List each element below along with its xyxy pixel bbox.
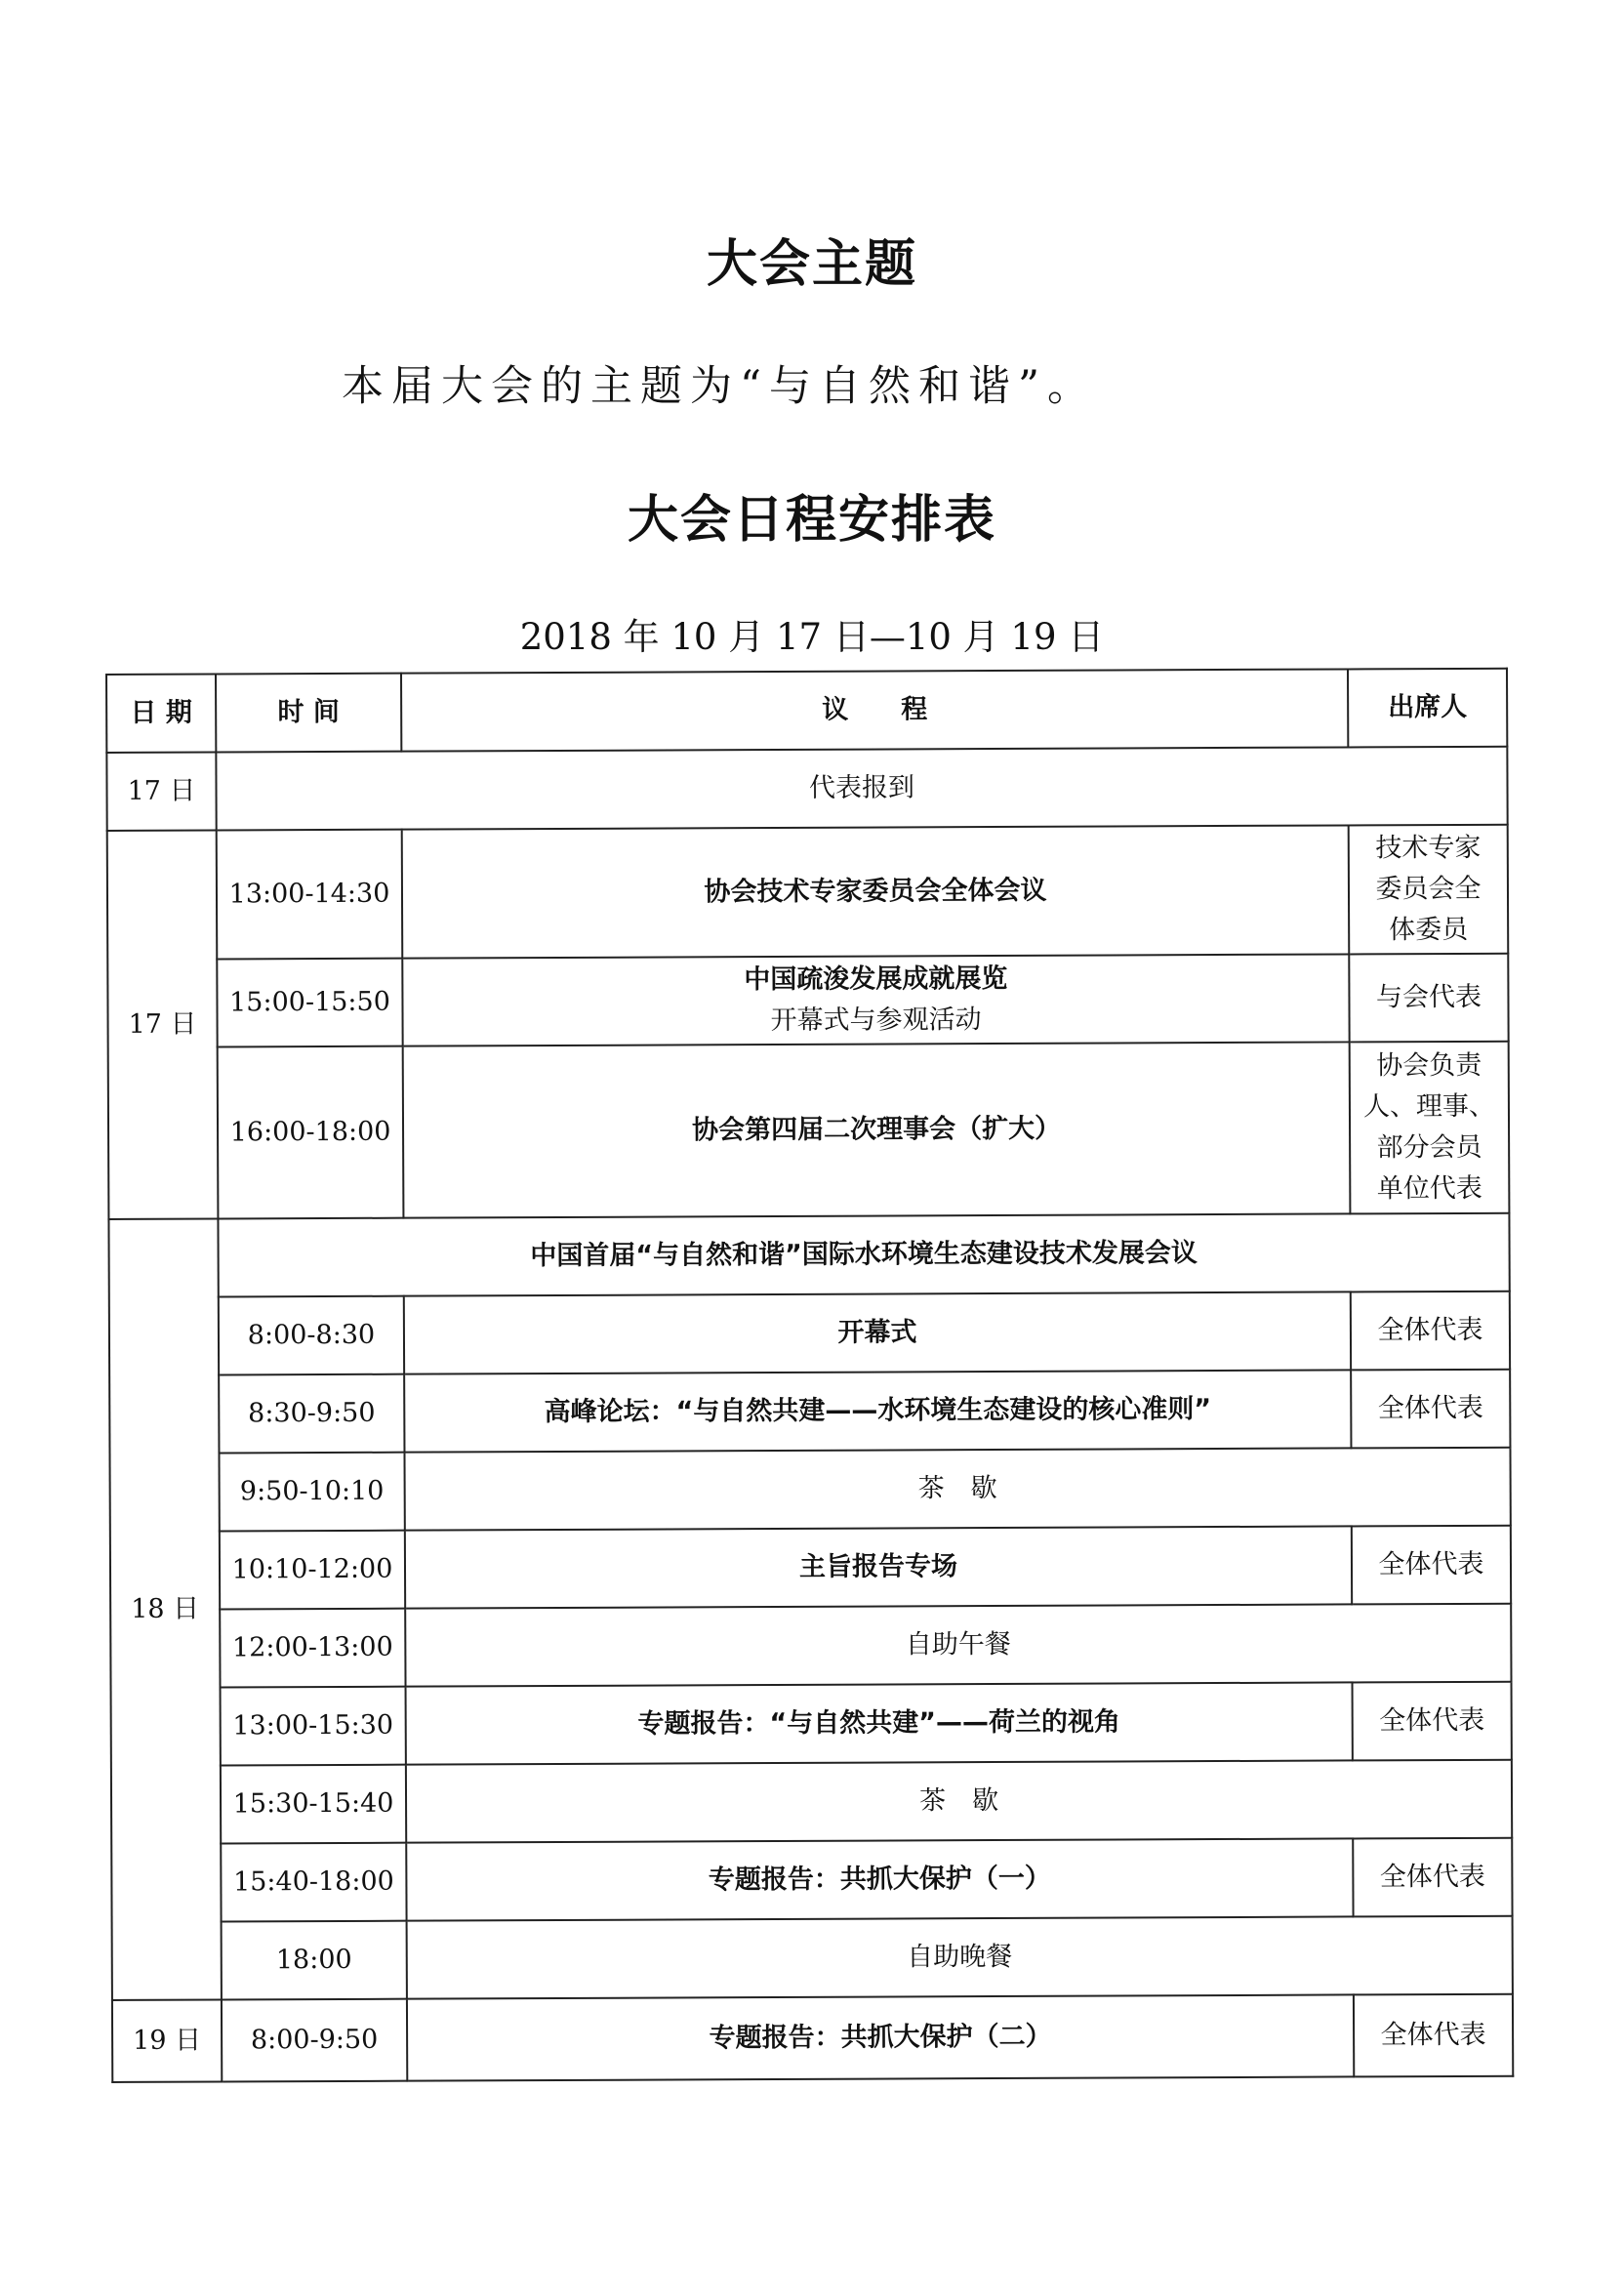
agenda-cell: 协会第四届二次理事会（扩大） (403, 1042, 1351, 1217)
attendees-cell: 全体代表 (1353, 1681, 1512, 1760)
table-row (112, 1993, 1513, 2081)
agenda-cell: 高峰论坛：“与自然共建——水环境生态建设的核心准则” (404, 1370, 1351, 1452)
agenda-cell: 代表报到 (216, 747, 1507, 831)
time-cell: 9:50-10:10 (219, 1452, 404, 1531)
agenda-cell: 主旨报告专场 (405, 1526, 1352, 1608)
table-header-row (106, 669, 1507, 753)
schedule-heading: 大会日程安排表 (627, 491, 996, 550)
agenda-line: 开幕式与参观活动 (770, 1004, 982, 1036)
agenda-cell (402, 954, 1349, 1046)
theme-heading: 大会主题 (706, 235, 917, 294)
attendees-cell: 全体代表 (1352, 1525, 1511, 1604)
table-row (108, 1041, 1510, 1218)
header-date: 日 期 (106, 675, 216, 753)
attendees-cell (1350, 1041, 1510, 1213)
table-row (110, 1603, 1511, 1687)
header-agenda: 议 程 (401, 669, 1348, 751)
attendees-cell (1349, 825, 1509, 955)
agenda-cell: 专题报告：共抓大保护（二） (407, 1994, 1354, 2080)
table-row (109, 1447, 1510, 1531)
table-row (112, 1915, 1513, 1999)
table-row (108, 1212, 1509, 1296)
header-attendees: 出席人 (1348, 669, 1507, 748)
time-cell: 15:40-18:00 (221, 1842, 406, 1921)
time-cell: 13:00-14:30 (217, 830, 403, 960)
attendees-line: 技术专家 (1375, 833, 1482, 864)
theme-statement: 本届大会的主题为“与自然和谐”。 (342, 362, 1097, 411)
attendees-line: 体委员 (1389, 914, 1469, 946)
table-row (106, 747, 1507, 831)
agenda-cell: 自助晚餐 (407, 1915, 1513, 1998)
agenda-cell: 茶 歇 (406, 1759, 1512, 1842)
time-cell: 8:30-9:50 (219, 1374, 404, 1453)
date-cell: 19 日 (112, 1999, 222, 2081)
date-cell: 18 日 (108, 1218, 221, 1999)
table-row (111, 1759, 1512, 1843)
attendees-line: 部分会员 (1376, 1131, 1482, 1164)
agenda-cell: 专题报告：共抓大保护（一） (406, 1838, 1353, 1920)
table-row (109, 1369, 1510, 1453)
attendees-cell: 全体代表 (1353, 1837, 1512, 1916)
schedule-table (105, 668, 1514, 2083)
time-cell: 12:00-13:00 (220, 1608, 405, 1687)
header-time: 时 间 (216, 674, 401, 753)
attendees-line: 委员会全 (1375, 873, 1482, 905)
attendees-line: 人、理事、 (1362, 1090, 1496, 1123)
table-row (107, 825, 1509, 960)
attendees-cell: 全体代表 (1354, 1993, 1513, 2076)
table-row (109, 1291, 1510, 1374)
attendees-cell: 全体代表 (1351, 1369, 1510, 1448)
agenda-cell: 开幕式 (404, 1292, 1351, 1374)
time-cell: 13:00-15:30 (221, 1686, 406, 1765)
table-row (107, 954, 1508, 1047)
date-range: 2018 年 10 月 17 日—10 月 19 日 (519, 616, 1105, 658)
time-cell: 8:00-9:50 (222, 1998, 407, 2081)
agenda-line: 中国疏浚发展成就展览 (744, 963, 1008, 996)
agenda-cell: 专题报告：“与自然共建”——荷兰的视角 (406, 1682, 1353, 1764)
time-cell: 10:10-12:00 (220, 1530, 405, 1609)
agenda-cell: 茶 歇 (404, 1447, 1510, 1530)
time-cell: 8:00-8:30 (219, 1295, 404, 1374)
attendees-line: 协会负责 (1376, 1049, 1482, 1082)
table-row (111, 1681, 1512, 1765)
date-cell: 17 日 (106, 753, 216, 831)
table-row (110, 1525, 1511, 1609)
attendees-line: 单位代表 (1376, 1172, 1482, 1204)
attendees-cell: 与会代表 (1349, 954, 1508, 1042)
agenda-cell: 自助午餐 (405, 1603, 1511, 1686)
time-cell: 16:00-18:00 (218, 1046, 404, 1218)
session-title-cell: 中国首届“与自然和谐”国际水环境生态建设技术发展会议 (218, 1212, 1509, 1296)
table-row (111, 1837, 1512, 1921)
date-cell: 17 日 (107, 831, 219, 1219)
time-cell: 15:30-15:40 (221, 1764, 406, 1843)
agenda-cell: 协会技术专家委员会全体会议 (402, 825, 1350, 958)
time-cell: 18:00 (222, 1920, 407, 1999)
time-cell: 15:00-15:50 (217, 959, 402, 1047)
attendees-cell: 全体代表 (1351, 1291, 1510, 1370)
